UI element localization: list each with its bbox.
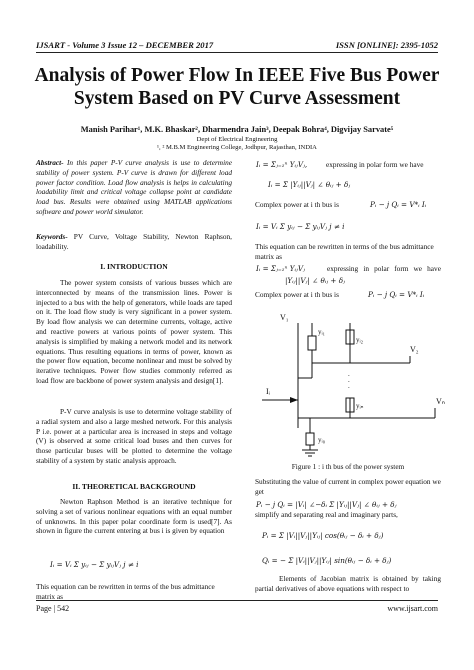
page-footer bbox=[36, 604, 438, 613]
label-yin: yᵢₙ bbox=[356, 402, 364, 410]
affiliation-dept: Dept of Electrical Engineering bbox=[196, 136, 278, 143]
theory-paragraph-2: This equation can be rewritten in terms of the bus admittance matrix as bbox=[36, 582, 215, 601]
right-text-2: Complex power at i th bus is bbox=[255, 200, 339, 209]
equation-complex-power: Pᵢ − j Qᵢ = V*ᵢ Iᵢ bbox=[370, 200, 427, 209]
admittance-yi0 bbox=[306, 433, 314, 445]
intro-paragraph-1: The power system consists of various busses which are interconnected by means of the transmission lines. Power is injected to a bus with the help of generators, while loads are taped on it. The load flow study is very significant in a power system. By load flow analysis we can determine currents, voltage, active and reactive powers at various points of power system. This analysis is simplified by making a network model and its network equations. Thus resulting equations in terms of power, known as the power flow equation, become nonlinear and must be solved by iterative techniques. Power flow studies commonly referred as load flow are backbone of power system analysis and design[1]. bbox=[36, 278, 232, 385]
word-expressing: expressing bbox=[327, 264, 359, 273]
theory-paragraph-1: Newton Raphson Method is an iterative technique for solving a set of various nonlinear equations with an equal number of unknowns. In this paper polar coordinate form is used[7]. As shown in figure the current entering at bus i is given by equation bbox=[36, 497, 232, 536]
page-number: Page | 542 bbox=[36, 604, 70, 613]
journal-website: www.ijsart.com bbox=[387, 604, 438, 613]
equation-real-power: Pᵢ = Σ |Vᵢ||Vⱼ||Yᵢⱼ| cos(θᵢⱼ − δᵢ + δⱼ) bbox=[262, 531, 384, 540]
equation-current-sum: Iᵢ = Σⱼ₌₁ⁿ YᵢⱼVⱼ, bbox=[256, 160, 308, 169]
equation-current-polar-2: |Yᵢⱼ||Vⱼ| ∠ θᵢⱼ + δⱼ bbox=[285, 276, 345, 285]
equation-left-current: Iᵢ = Vᵢ Σ yᵢⱼ − Σ yᵢⱼVⱼ j ≠ i bbox=[50, 560, 139, 569]
right-text-4 bbox=[327, 264, 441, 274]
intro-paragraph-2: P-V curve analysis is use to determine voltage stability of a radial system and also a large meshed network. For this analysis P i.e. power at a particular area is increased in steps and voltage (V) is observed at some critical load buses and then curves for those particular buses will be plotted to determine the voltage stability of a system by static analysis approach. bbox=[36, 407, 232, 465]
admittance-yi1 bbox=[308, 336, 316, 350]
label-vn: Vₙ bbox=[436, 397, 445, 406]
equation-reactive-power: Qᵢ = − Σ |Vᵢ||Vⱼ||Yᵢⱼ| sin(θᵢⱼ − δᵢ + δⱼ) bbox=[262, 556, 392, 565]
equation-current-sum-2: Iᵢ = Σⱼ₌₁ⁿ YᵢⱼVⱼ bbox=[256, 264, 305, 273]
keywords-label: Keywords- bbox=[36, 232, 68, 241]
equation-current-ybus: Iᵢ = Vᵢ Σ yᵢⱼ − Σ yᵢⱼVⱼ j ≠ i bbox=[256, 222, 345, 231]
header-rule bbox=[36, 52, 438, 53]
figure-caption: Figure 1 : i th bus of the power system bbox=[291, 462, 405, 471]
right-text-6: Substituting the value of current in complex power equation we get bbox=[255, 477, 441, 496]
section-heading-introduction: I. INTRODUCTION bbox=[100, 262, 168, 271]
footer-rule bbox=[36, 600, 438, 601]
paper-title: Analysis of Power Flow In IEEE Five Bus Power System Based on PV Curve Assessment bbox=[34, 65, 440, 109]
right-text-3: This equation can be rewritten in terms of the bus admittance matrix as bbox=[255, 242, 434, 261]
running-header bbox=[36, 40, 438, 50]
label-yi2: yᵢ₂ bbox=[356, 336, 364, 344]
label-v1: V₁ bbox=[280, 313, 289, 322]
label-yi1: yᵢ₁ bbox=[318, 328, 326, 336]
keywords bbox=[36, 232, 232, 252]
word-form: form bbox=[394, 264, 409, 273]
bus-diagram bbox=[260, 308, 450, 458]
right-text-7: simplify and separating real and imaginary parts, bbox=[255, 510, 398, 519]
journal-info: IJSART - Volume 3 Issue 12 – DECEMBER 2017 bbox=[36, 40, 214, 50]
svg-text:.: . bbox=[348, 370, 350, 378]
equation-substituted: Pᵢ − j Qᵢ = |Vᵢ| ∠−δᵢ Σ |Yᵢⱼ||Vⱼ| ∠ θᵢⱼ + δⱼ bbox=[256, 500, 397, 509]
word-in: in bbox=[363, 264, 370, 273]
issn-info: ISSN [ONLINE]: 2395-1052 bbox=[335, 40, 438, 50]
right-text-8: Elements of Jacobian matrix is obtained by taking partial derivatives of above equations with respect to bbox=[255, 574, 441, 593]
abstract-label: Abstract- bbox=[36, 158, 64, 167]
equation-complex-power-2: Pᵢ − j Qᵢ = V*ᵢ Iᵢ bbox=[368, 290, 425, 299]
author-list: Manish Parihar¹, M.K. Bhaskar², Dharmendra Jain³, Deepak Bohra⁴, Digvijay Sarvate⁵ bbox=[80, 125, 394, 134]
label-yi0: yᵢ₀ bbox=[318, 436, 326, 444]
right-text-5: Complex power at i th bus is bbox=[255, 290, 339, 299]
svg-text:.: . bbox=[348, 376, 350, 384]
right-text-1: expressing in polar form we have bbox=[326, 160, 424, 169]
word-have: have bbox=[427, 264, 441, 273]
word-polar: polar bbox=[374, 264, 390, 273]
keywords-text: PV Curve, Voltage Stability, Newton Raphson, loadability. bbox=[36, 232, 232, 251]
label-ii: Iᵢ bbox=[266, 387, 270, 396]
label-v2: V₂ bbox=[410, 345, 419, 354]
abstract-text: In this paper P-V curve analysis is use to determine stability of power system. P-V curve is drawn for different load power factor condition. Load flow analysis is helps in calculating loadability limit and critical voltage collapse point at candidate load bus. Results were obtained using MATLAB applications software and power world simulator. bbox=[36, 158, 232, 216]
section-heading-theory: II. THEORETICAL BACKGROUND bbox=[72, 482, 196, 491]
affiliation-institution: ¹, ² M.B.M Engineering College, Jodhpur, Rajasthan, INDIA bbox=[157, 144, 317, 151]
word-we: we bbox=[413, 264, 423, 273]
equation-current-polar: Iᵢ = Σ |Yᵢⱼ||Vⱼ| ∠ θᵢⱼ + δⱼ bbox=[268, 180, 351, 189]
abstract bbox=[36, 158, 232, 217]
svg-text:.: . bbox=[348, 382, 350, 390]
